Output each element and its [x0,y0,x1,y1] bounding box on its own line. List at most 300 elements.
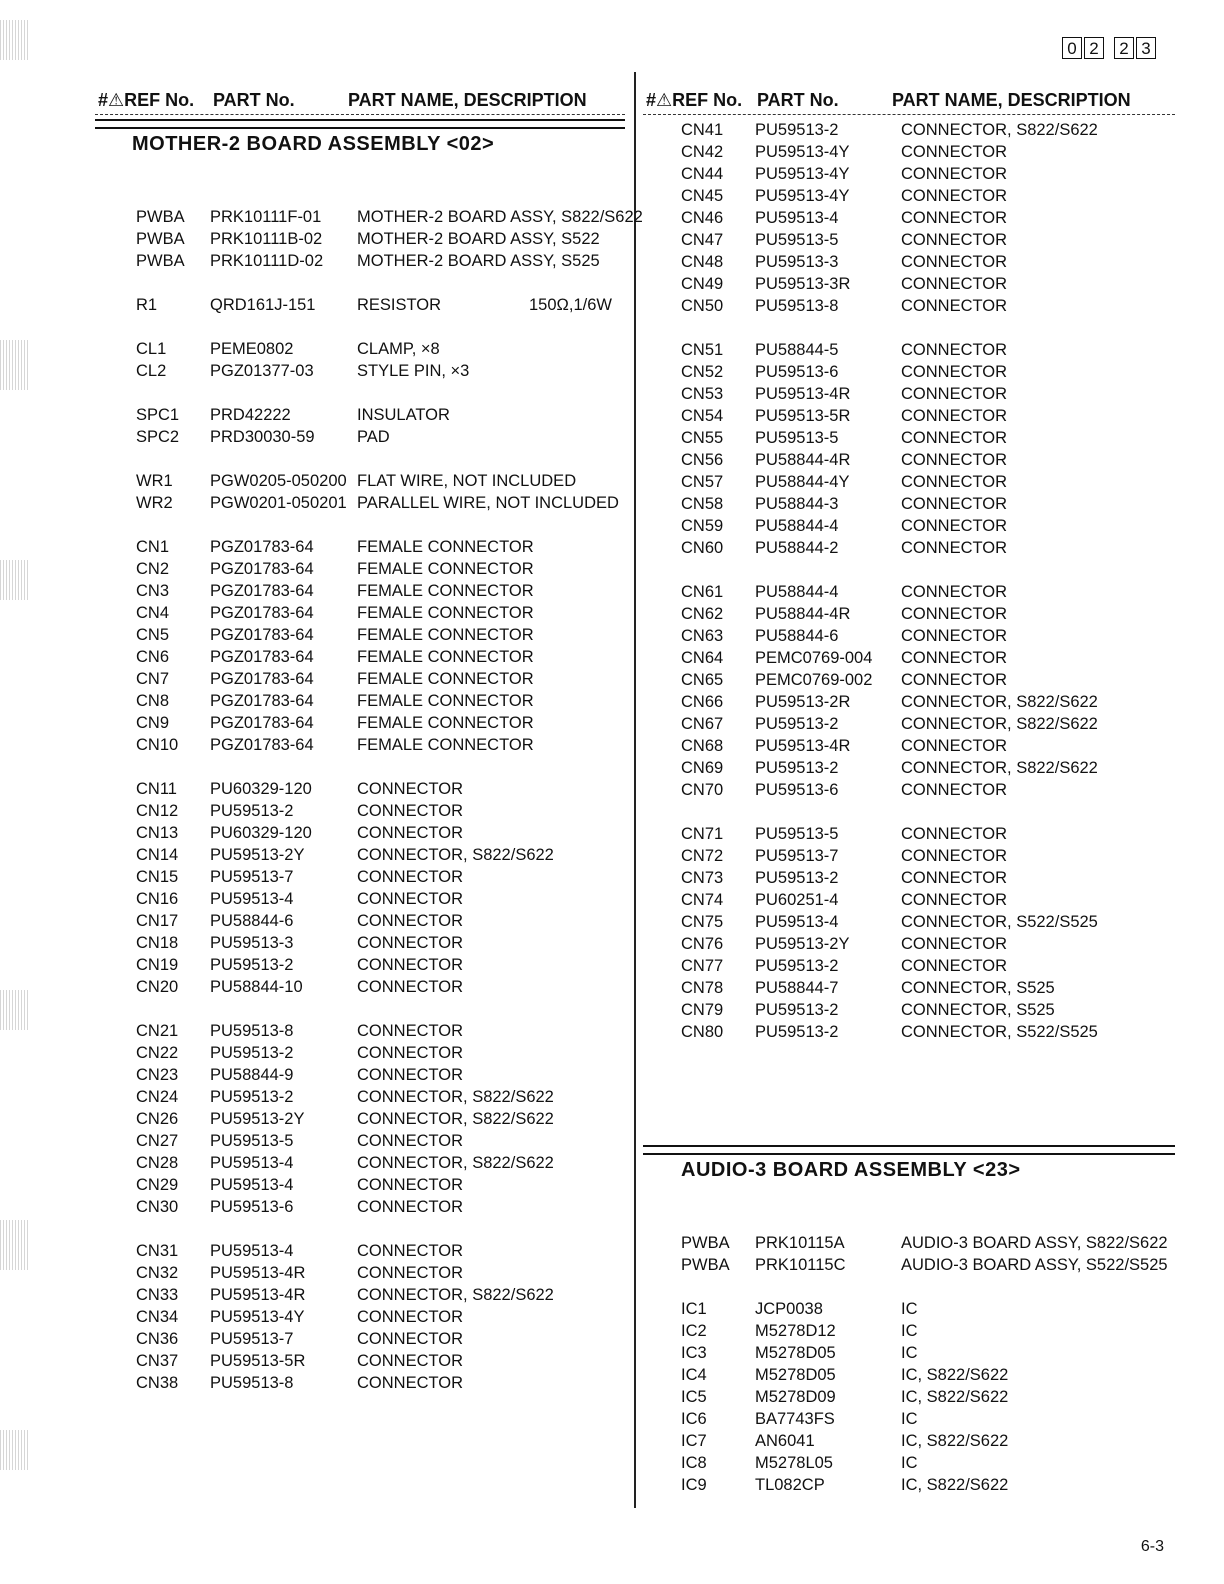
part-description: CONNECTOR [901,781,1008,799]
part-description: CONNECTOR [901,341,1008,359]
ref-no: CN4 [136,604,170,622]
part-no: PU59513-5 [755,231,839,249]
part-description: FEMALE CONNECTOR [357,604,534,622]
ref-no: CN10 [136,736,179,754]
table-row [643,1430,1175,1452]
part-description: FEMALE CONNECTOR [357,626,534,644]
part-description: AUDIO-3 BOARD ASSY, S522/S525 [901,1256,1168,1274]
ref-no: CN56 [681,451,724,469]
table-row [643,581,1175,603]
table-row [643,1364,1175,1386]
part-no: PRK10111B-02 [210,230,323,248]
table-row [95,1328,625,1350]
part-description: IC, S822/S622 [901,1476,1009,1494]
part-no: PU59513-2 [755,715,839,733]
table-row [643,207,1175,229]
part-no: PU59513-3 [755,253,839,271]
part-description: CONNECTOR [357,1132,464,1150]
part-description: FEMALE CONNECTOR [357,692,534,710]
ref-no: CN46 [681,209,724,227]
part-description: FEMALE CONNECTOR [357,560,534,578]
part-description: CONNECTOR [901,869,1008,887]
part-description: CONNECTOR, S822/S622 [901,759,1098,777]
table-row [95,690,625,712]
part-no: PEMC0769-004 [755,649,873,667]
part-description: CONNECTOR [357,1352,464,1370]
page-code-digit: 2 [1084,37,1104,59]
ref-no: CN65 [681,671,724,689]
table-row [643,977,1175,999]
table-row [643,141,1175,163]
part-no: PU59513-6 [755,781,839,799]
ref-no: CN37 [136,1352,179,1370]
table-row [95,1174,625,1196]
ref-no: CN80 [681,1023,724,1041]
table-row [95,954,625,976]
ref-no: CN62 [681,605,724,623]
part-no: PGZ01783-64 [210,714,314,732]
table-row [95,1372,625,1394]
table-row [95,1064,625,1086]
part-no: PU59513-4 [210,1154,294,1172]
part-no: PGZ01783-64 [210,692,314,710]
part-description: IC, S822/S622 [901,1388,1009,1406]
ref-no: CN44 [681,165,724,183]
part-no: PU59513-7 [755,847,839,865]
ref-no: CN73 [681,869,724,887]
ref-no: SPC1 [136,406,180,424]
part-no: PEMC0769-002 [755,671,873,689]
part-no: PU58844-6 [210,912,294,930]
part-description: CONNECTOR [901,407,1008,425]
ref-no: CN61 [681,583,724,601]
part-description: CONNECTOR [357,1044,464,1062]
table-row [643,955,1175,977]
table-row [95,976,625,998]
part-no: PU58844-4R [755,605,851,623]
part-no: PU58844-7 [755,979,839,997]
part-description: AUDIO-3 BOARD ASSY, S822/S622 [901,1234,1168,1252]
part-description: CONNECTOR, S522/S525 [901,1023,1098,1041]
ref-no: IC7 [681,1432,707,1450]
part-description: MOTHER-2 BOARD ASSY, S822/S622 [357,208,643,226]
table-row [643,1320,1175,1342]
part-description: IC [901,1410,918,1428]
ref-no: CN8 [136,692,170,710]
binding-edge [0,0,40,1584]
table-row [95,800,625,822]
part-description: CONNECTOR [901,539,1008,557]
ref-no: CN77 [681,957,724,975]
table-header [643,88,1175,115]
table-row [643,493,1175,515]
part-description: CONNECTOR [901,231,1008,249]
section-title: MOTHER-2 BOARD ASSEMBLY <02> [132,133,495,155]
table-row [95,1350,625,1372]
ref-no: CN59 [681,517,724,535]
ref-no: PWBA [136,252,185,270]
ref-no: PWBA [136,230,185,248]
table-row [95,536,625,558]
ref-no: CN76 [681,935,724,953]
table-row [643,119,1175,141]
part-description: FEMALE CONNECTOR [357,736,534,754]
part-description: CONNECTOR, S822/S622 [357,1154,554,1172]
part-description: CONNECTOR, S822/S622 [357,1088,554,1106]
part-description: CONNECTOR [357,802,464,820]
part-description: CONNECTOR [357,956,464,974]
ref-no: CN74 [681,891,724,909]
part-description: IC [901,1344,918,1362]
part-description: CONNECTOR [901,253,1008,271]
ref-no: CN17 [136,912,179,930]
table-row [643,845,1175,867]
part-description: CONNECTOR [357,890,464,908]
part-description: CONNECTOR [901,187,1008,205]
part-no: PU59513-2 [755,869,839,887]
part-description: CONNECTOR [357,780,464,798]
ref-no: CN2 [136,560,170,578]
table-row [643,427,1175,449]
part-description: RESISTOR [357,296,442,314]
header-name: PART NAME, DESCRIPTION [892,90,1131,110]
table-row [643,735,1175,757]
table-row [643,1232,1175,1254]
ref-no: CL1 [136,340,167,358]
ref-no: CN11 [136,780,177,798]
table-row [643,1452,1175,1474]
part-description: CONNECTOR [901,891,1008,909]
part-no: PU59513-2R [755,693,851,711]
table-row [643,515,1175,537]
part-no: PU59513-4 [210,1176,294,1194]
spacer [95,448,625,470]
ref-no: CN45 [681,187,724,205]
ref-no: CN28 [136,1154,179,1172]
ref-no: CN47 [681,231,724,249]
part-no: PU59513-7 [210,868,294,886]
ref-no: CN55 [681,429,724,447]
ref-no: WR2 [136,494,173,512]
part-description: CONNECTOR [357,1176,464,1194]
part-no: PU58844-4R [755,451,851,469]
part-description: CONNECTOR [901,825,1008,843]
table-row [95,492,625,514]
table-row [95,932,625,954]
table-row [643,669,1175,691]
ref-no: CN13 [136,824,179,842]
table-row [95,1262,625,1284]
part-no: PGZ01783-64 [210,670,314,688]
table-row [95,228,625,250]
ref-no: CN69 [681,759,724,777]
double-rule [643,1145,1175,1155]
part-description: CONNECTOR [901,165,1008,183]
part-no: PU59513-2Y [210,1110,305,1128]
part-description: CONNECTOR [901,935,1008,953]
ref-no: PWBA [136,208,185,226]
table-row [643,889,1175,911]
ref-no: IC2 [681,1322,707,1340]
part-no: PU59513-4Y [210,1308,305,1326]
part-description: CONNECTOR [357,868,464,886]
parts-list [643,1232,1175,1496]
part-description: CONNECTOR, S822/S622 [357,846,554,864]
ref-no: CN58 [681,495,724,513]
table-row [95,1306,625,1328]
ref-no: CN22 [136,1044,179,1062]
ref-no: CN9 [136,714,170,732]
part-description: CONNECTOR [357,1066,464,1084]
table-row [95,646,625,668]
table-row [643,691,1175,713]
part-no: PU59513-8 [210,1374,294,1392]
part-description: CONNECTOR [901,737,1008,755]
parts-list [95,162,643,1394]
ref-no: CN41 [681,121,724,139]
part-no: PU58844-4 [755,517,839,535]
table-row [643,449,1175,471]
part-no: PGW0205-050200 [210,472,347,490]
part-description: CONNECTOR [901,517,1008,535]
ref-no: CN34 [136,1308,179,1326]
header-part: PART No. [213,90,295,110]
ref-no: CN16 [136,890,179,908]
part-description: FLAT WIRE, NOT INCLUDED [357,472,577,490]
ref-no: CN75 [681,913,724,931]
part-no: PU59513-4Y [755,143,850,161]
header-name: PART NAME, DESCRIPTION [348,90,587,110]
part-description: CONNECTOR [901,847,1008,865]
ref-no: CL2 [136,362,167,380]
table-row [95,910,625,932]
part-description: IC, S822/S622 [901,1432,1009,1450]
spacer [643,559,1175,581]
part-description: FEMALE CONNECTOR [357,582,534,600]
ref-no: CN31 [136,1242,179,1260]
ref-no: CN26 [136,1110,179,1128]
ref-no: CN7 [136,670,170,688]
ref-no: CN33 [136,1286,179,1304]
ref-no: IC3 [681,1344,707,1362]
left-column [95,88,643,1394]
part-description: CONNECTOR [901,957,1008,975]
table-row [95,470,625,492]
ref-no: SPC2 [136,428,180,446]
table-row [643,361,1175,383]
table-row [95,360,625,382]
part-no: PGZ01783-64 [210,560,314,578]
part-no: PU58844-4 [755,583,839,601]
ref-no: CN54 [681,407,724,425]
ref-no: CN78 [681,979,724,997]
part-description: CONNECTOR, S822/S622 [901,693,1098,711]
table-row [643,1254,1175,1276]
table-row [95,580,625,602]
ref-no: CN67 [681,715,724,733]
table-row [95,1152,625,1174]
table-row [643,911,1175,933]
part-no: M5278D05 [755,1344,836,1362]
part-no: M5278L05 [755,1454,833,1472]
table-row [643,867,1175,889]
ref-no: CN30 [136,1198,179,1216]
part-description: CONNECTOR [357,934,464,952]
ref-no: CN64 [681,649,724,667]
ref-no: CN14 [136,846,179,864]
ref-no: CN6 [136,648,170,666]
table-row [95,668,625,690]
part-no: PU60329-120 [210,780,312,798]
table-row [643,383,1175,405]
table-row [95,1284,625,1306]
part-no: PU59513-4Y [755,165,850,183]
table-row [643,163,1175,185]
spacer [95,382,625,404]
part-no: PU58844-5 [755,341,839,359]
table-row [643,1474,1175,1496]
ref-no: CN71 [681,825,724,843]
double-rule [95,119,625,129]
part-no: PRK10115A [755,1234,845,1252]
part-description: CONNECTOR [901,605,1008,623]
table-row [95,1130,625,1152]
part-description: CONNECTOR [357,1022,464,1040]
part-no: PU60329-120 [210,824,312,842]
table-row [643,933,1175,955]
ref-no: IC1 [681,1300,707,1318]
part-no: QRD161J-151 [210,296,316,314]
part-description: FEMALE CONNECTOR [357,714,534,732]
section-title: AUDIO-3 BOARD ASSEMBLY <23> [681,1159,1021,1181]
ref-no: CN36 [136,1330,179,1348]
spacer [643,317,1175,339]
part-description: CONNECTOR [901,671,1008,689]
part-description: CONNECTOR [357,1374,464,1392]
table-row [643,1386,1175,1408]
part-no: PU58844-4Y [755,473,850,491]
part-no: M5278D09 [755,1388,836,1406]
part-no: PU59513-8 [755,297,839,315]
part-description: CONNECTOR [901,143,1008,161]
table-row [643,999,1175,1021]
ref-no: PWBA [681,1234,730,1252]
ref-no: CN15 [136,868,179,886]
table-row [643,1408,1175,1430]
part-no: PU59513-2Y [210,846,305,864]
table-row [95,602,625,624]
part-description: CONNECTOR [357,1308,464,1326]
part-description: CONNECTOR [901,385,1008,403]
table-row [643,537,1175,559]
part-description: FEMALE CONNECTOR [357,648,534,666]
ref-no: CN68 [681,737,724,755]
table-row [95,338,625,360]
table-row [643,471,1175,493]
ref-no: CN49 [681,275,724,293]
part-description: CONNECTOR [901,451,1008,469]
part-no: PU59513-4R [210,1264,306,1282]
ref-no: IC8 [681,1454,707,1472]
ref-no: CN51 [681,341,724,359]
table-row [95,1086,625,1108]
ref-no: CN48 [681,253,724,271]
part-no: PGZ01783-64 [210,538,314,556]
part-no: AN6041 [755,1432,815,1450]
part-no: PU59513-4 [755,913,839,931]
part-description: CONNECTOR [357,1242,464,1260]
page-number: 6-3 [1140,1538,1164,1555]
part-description: PARALLEL WIRE, NOT INCLUDED [357,494,619,512]
part-no: TL082CP [755,1476,825,1494]
table-row [95,844,625,866]
part-no: PGW0201-050201 [210,494,347,512]
part-no: PU58844-10 [210,978,303,996]
part-no: BA7743FS [755,1410,835,1428]
part-description: CONNECTOR [901,627,1008,645]
part-no: PU59513-2 [210,802,294,820]
table-row [643,779,1175,801]
table-row [643,1342,1175,1364]
part-no: PU59513-5R [755,407,851,425]
header-ref: #⚠REF No. [646,90,743,110]
part-no: PRK10111D-02 [210,252,324,270]
ref-no: CN66 [681,693,724,711]
part-no: PGZ01783-64 [210,604,314,622]
part-description: IC [901,1300,918,1318]
ref-no: CN53 [681,385,724,403]
table-header [95,88,625,115]
table-row [643,273,1175,295]
table-row [643,1298,1175,1320]
ref-no: CN32 [136,1264,179,1282]
table-row [95,1042,625,1064]
ref-no: CN63 [681,627,724,645]
header-part: PART No. [757,90,839,110]
ref-no: CN1 [136,538,170,556]
part-no: PU59513-2Y [755,935,850,953]
spacer [95,316,625,338]
ref-no: CN50 [681,297,724,315]
part-no: PU59513-4R [755,385,851,403]
ref-no: CN42 [681,143,724,161]
spacer [95,272,625,294]
ref-no: CN5 [136,626,170,644]
ref-no: CN24 [136,1088,179,1106]
part-description: CONNECTOR [901,275,1008,293]
ref-no: CN52 [681,363,724,381]
part-description: CONNECTOR [901,583,1008,601]
parts-list [643,119,1175,1043]
part-no: PU59513-3 [210,934,294,952]
page-code-digit: 2 [1114,37,1134,59]
part-description: CONNECTOR [901,495,1008,513]
table-row [95,1020,625,1042]
ref-no: CN12 [136,802,179,820]
table-row [95,822,625,844]
part-description: STYLE PIN, ×3 [357,362,470,380]
part-description: CONNECTOR [357,978,464,996]
part-no: PU59513-4Y [755,187,850,205]
part-description: CONNECTOR [901,429,1008,447]
table-row [643,229,1175,251]
part-description: CONNECTOR, S822/S622 [357,1286,554,1304]
part-no: PU58844-9 [210,1066,294,1084]
ref-no: CN79 [681,1001,724,1019]
part-no: PGZ01377-03 [210,362,314,380]
part-description: CONNECTOR, S525 [901,1001,1055,1019]
table-row [643,603,1175,625]
